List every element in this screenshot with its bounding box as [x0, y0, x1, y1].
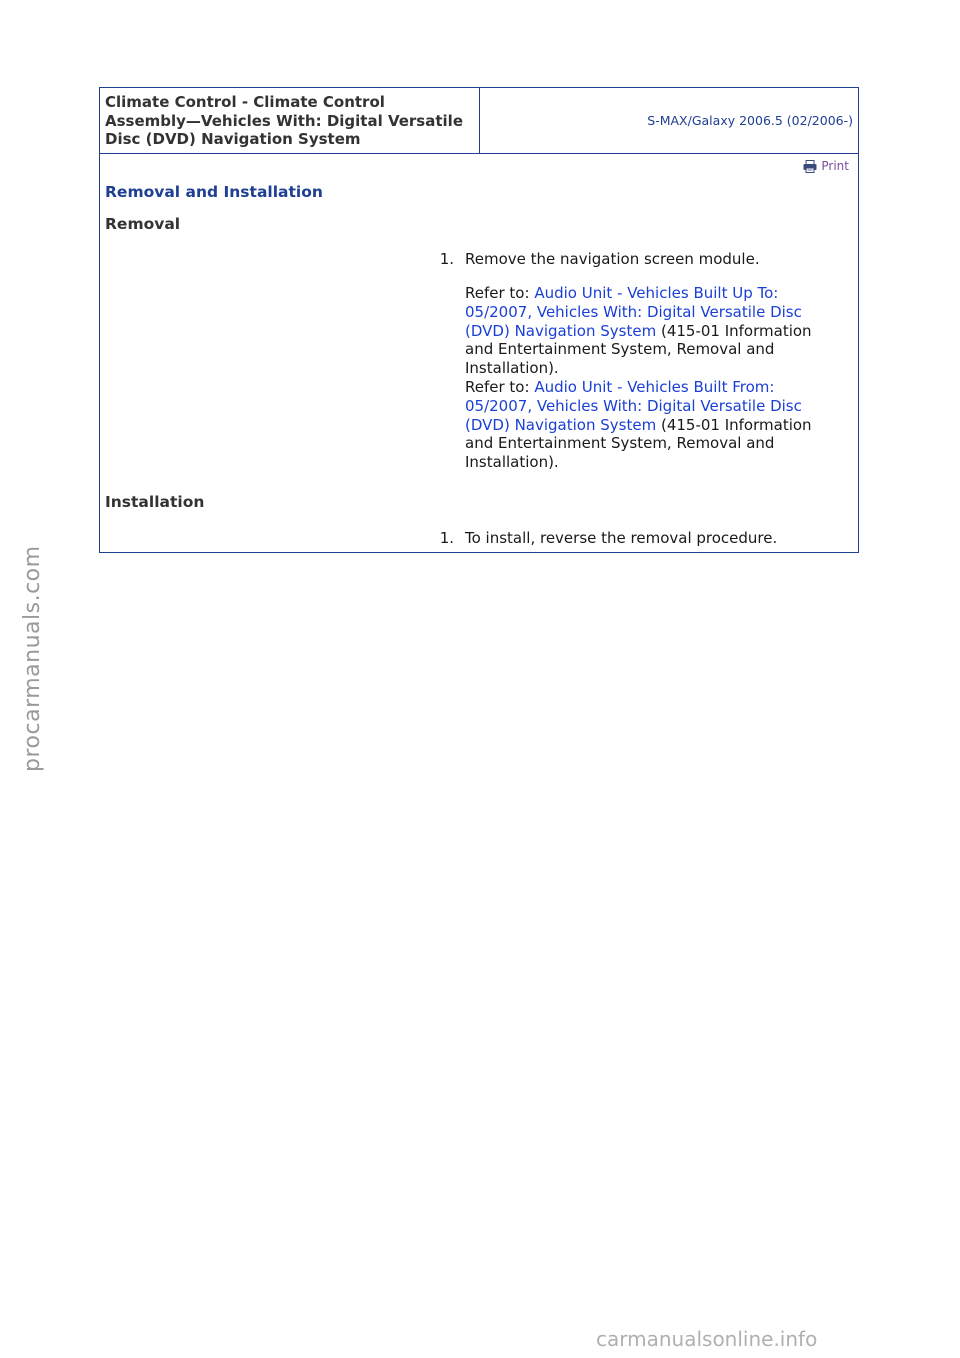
reference-prefix: Refer to:	[465, 377, 530, 396]
step-text: Remove the navigation screen module.	[465, 250, 760, 268]
reference-line	[465, 284, 840, 303]
step-text: To install, reverse the removal procedure.	[465, 529, 778, 547]
audio-unit-up-to-link[interactable]: (DVD) Navigation System	[465, 321, 657, 340]
reference-suffix: (415-01 Information	[660, 415, 812, 434]
reference-paragraph	[465, 378, 840, 472]
print-button[interactable]	[803, 159, 849, 173]
reference-suffix: (415-01 Information	[660, 321, 812, 340]
section-title: Removal and Installation	[105, 183, 323, 201]
reference-line: and Entertainment System, Removal and	[465, 434, 775, 453]
reference-paragraph	[465, 284, 840, 378]
reference-line	[465, 416, 840, 435]
reference-line	[465, 303, 840, 322]
reference-line	[465, 378, 840, 397]
removal-heading: Removal	[105, 215, 181, 233]
bottom-watermark: carmanualsonline.info	[596, 1327, 818, 1351]
printer-icon	[803, 160, 817, 173]
audio-unit-from-link[interactable]: Audio Unit - Vehicles Built From:	[534, 377, 775, 396]
reference-line: Installation).	[465, 359, 559, 378]
page-title-line: Climate Control - Climate Control	[105, 93, 385, 111]
audio-unit-up-to-link[interactable]: Audio Unit - Vehicles Built Up To:	[534, 284, 779, 302]
document-frame	[99, 87, 859, 553]
reference-line	[465, 322, 840, 341]
reference-line: Installation).	[465, 453, 559, 472]
step-number: 1.	[439, 250, 454, 268]
audio-unit-from-link[interactable]: 05/2007, Vehicles With: Digital Versatile Disc	[465, 396, 802, 415]
audio-unit-up-to-link[interactable]: 05/2007, Vehicles With: Digital Versatile Disc	[465, 302, 802, 321]
page-title-line: Assembly—Vehicles With: Digital Versatile	[105, 111, 463, 130]
document-header	[100, 88, 858, 154]
audio-unit-from-link[interactable]: (DVD) Navigation System	[465, 415, 657, 434]
step-body	[465, 250, 840, 472]
print-label: Print	[821, 159, 849, 173]
page-title	[100, 88, 480, 153]
reference-line: and Entertainment System, Removal and	[465, 340, 775, 359]
model-label: S-MAX/Galaxy 2006.5 (02/2006-)	[647, 113, 853, 128]
reference-prefix: Refer to:	[465, 284, 530, 302]
step-number: 1.	[439, 529, 454, 547]
installation-heading: Installation	[105, 493, 205, 511]
document-body	[100, 154, 858, 552]
page-title-line: Disc (DVD) Navigation System	[105, 130, 361, 148]
reference-line	[465, 397, 840, 416]
side-watermark: procarmanuals.com	[20, 545, 45, 772]
